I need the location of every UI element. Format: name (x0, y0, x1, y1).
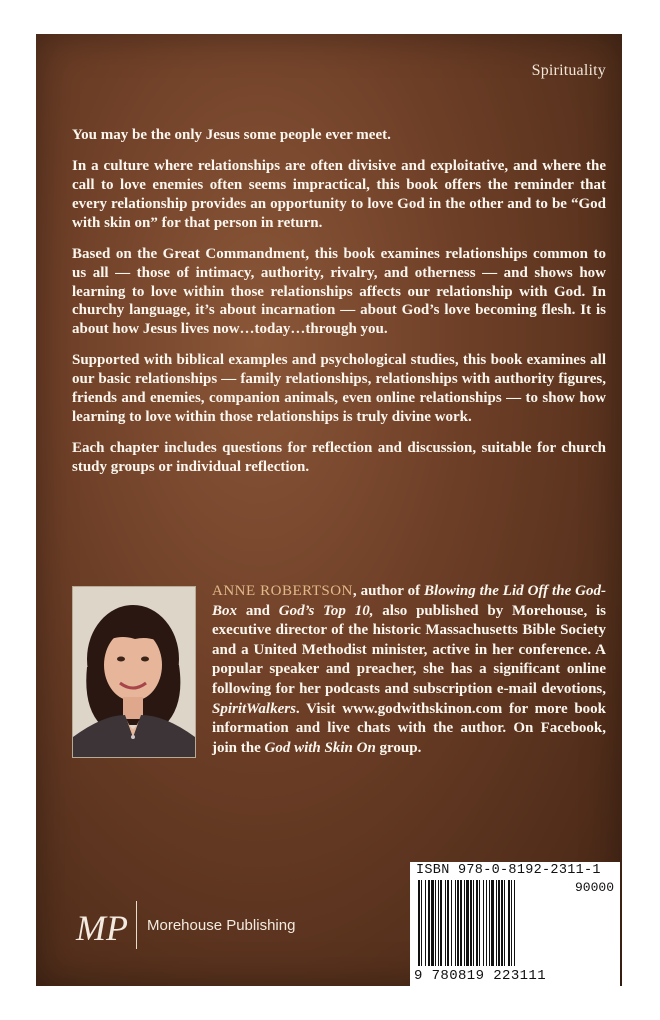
barcode (410, 862, 620, 986)
barcode-bar (514, 880, 515, 966)
barcode-bar (508, 880, 510, 966)
barcode-bar (470, 880, 472, 966)
barcode-bar (457, 880, 459, 966)
publisher (74, 900, 295, 950)
blurb (72, 126, 606, 489)
barcode-bar (445, 880, 446, 966)
bio-text: and (237, 602, 279, 619)
barcode-bar (479, 880, 480, 966)
barcode-bar (504, 880, 505, 966)
barcode-bar (431, 880, 434, 966)
bio-text: , author of (352, 583, 425, 599)
bio-text: also published by Morehouse, is executive director of the historic Massachusetts Bible Society and a United Methodist minister, active in her conference. A popular speaker and preacher, she has a significant online following for her podcasts and subscription e-mail devotions, (212, 602, 606, 697)
blurb-paragraph-5: Each chapter includes questions for reflection and discussion, suitable for church study groups or individual reflection. (72, 440, 606, 475)
publisher-name: Morehouse Publishing (147, 916, 296, 934)
author-name: ANNE ROBERTSON (212, 583, 353, 599)
author-photo (72, 586, 196, 758)
book-title: God’s Top 10, (278, 602, 374, 619)
isbn-label: ISBN 978-0-8192-2311-1 (416, 863, 601, 878)
barcode-bar (440, 880, 442, 966)
barcode-bar (483, 880, 484, 966)
barcode-bar (451, 880, 452, 966)
barcode-bar (435, 880, 436, 966)
price-code: 90000 (574, 880, 614, 895)
barcode-bar (428, 880, 430, 966)
barcode-bar (466, 880, 469, 966)
book-title: Blowing the Lid Off the God-Box (212, 583, 607, 619)
facebook-group-name: God with Skin On (264, 739, 376, 756)
svg-text:MP: MP (76, 908, 128, 948)
genre-label: Spirituality (531, 62, 606, 79)
barcode-bar (438, 880, 439, 966)
barcode-bar (418, 880, 420, 966)
barcode-bar (501, 880, 503, 966)
barcode-bar (473, 880, 474, 966)
publisher-divider (136, 901, 137, 949)
barcode-bar (476, 880, 478, 966)
barcode-bar (486, 880, 487, 966)
back-cover (36, 34, 622, 986)
blurb-paragraph-4: Supported with biblical examples and psychological studies, this book examines all our basic relationships — family relationships, relationships with authority figures, friends and enemies, companion animals, even online relationships — to show how learning to love within those relationships is truly divine work. (72, 352, 606, 425)
barcode-bar (421, 880, 422, 966)
blurb-paragraph-2: In a culture where relationships are often divisive and exploitative, and where the call to love enemies often seems impractical, this book offers the reminder that every relationship provides an opportunity to love God in the other and to be “God with skin on” for that person in return. (72, 158, 606, 231)
publisher-logo-icon (74, 900, 130, 950)
barcode-bar (425, 880, 426, 966)
barcode-bar (460, 880, 462, 966)
blurb-paragraph-3: Based on the Great Commandment, this book examines relationships common to us all — those of intimacy, authority, rivalry, and otherness — and shows how learning to love within those relationships affects our relationship with God. In churchy language, it’s about incarnation — about God’s love becoming flesh. It is about how Jesus lives now…today…through you. (72, 245, 606, 338)
barcode-bar (447, 880, 449, 966)
barcode-bar (455, 880, 456, 966)
barcode-bar (489, 880, 490, 966)
barcode-bar (511, 880, 512, 966)
bio-text: group. (375, 739, 422, 756)
blurb-paragraph-1: You may be the only Jesus some people ever meet. (72, 127, 391, 143)
barcode-bar (464, 880, 465, 966)
bio-text: . Visit www.godwithskinon.com for more book information and live chats with the author. On Facebook, join the (212, 700, 606, 756)
barcode-bar (496, 880, 497, 966)
author-bio (212, 582, 606, 758)
devotions-title: SpiritWalkers (212, 700, 296, 717)
barcode-bar (491, 880, 494, 966)
ean-number: 9 780819 223111 (414, 968, 547, 984)
barcode-bars (416, 880, 566, 966)
barcode-bar (498, 880, 500, 966)
